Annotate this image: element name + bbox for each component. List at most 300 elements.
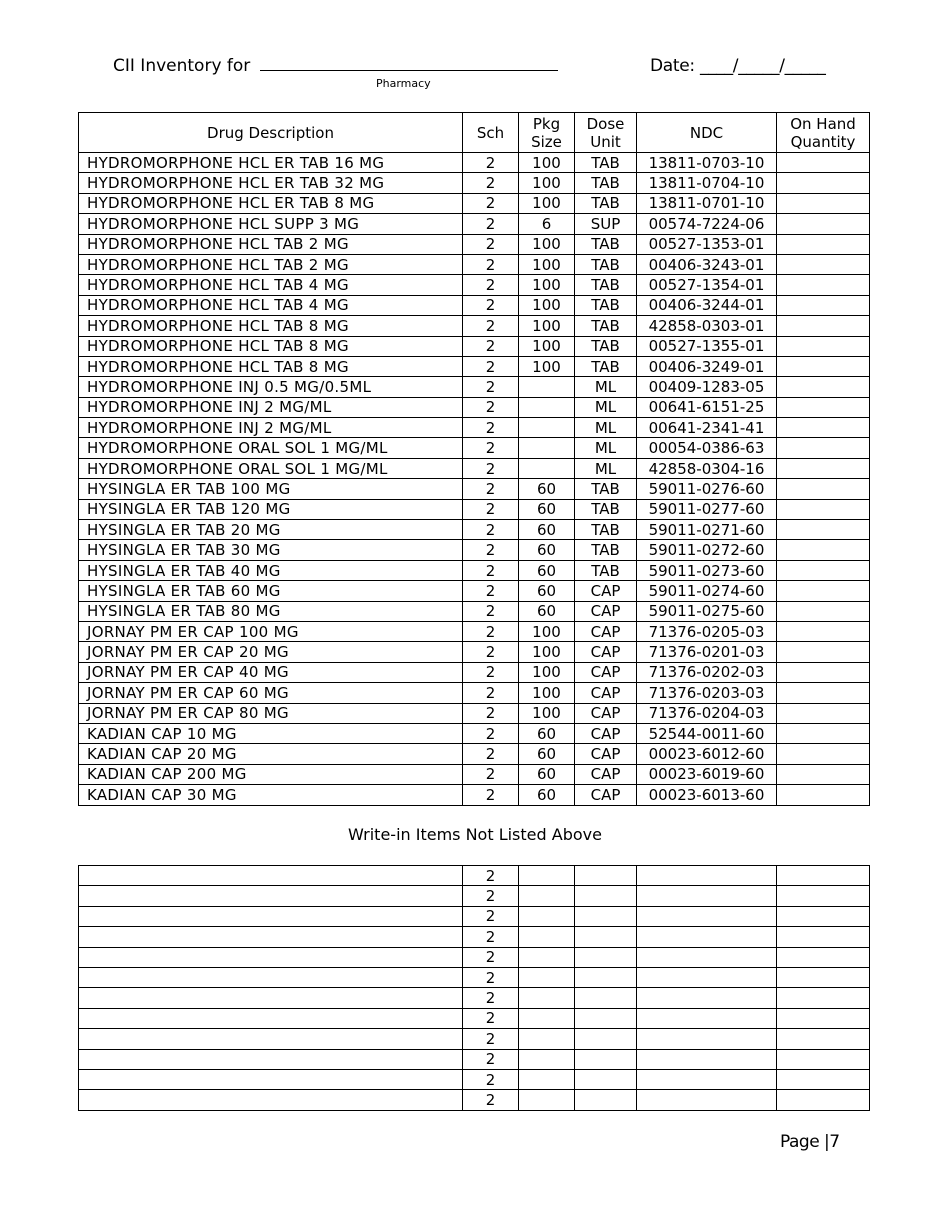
on-hand-quantity-cell[interactable]	[777, 683, 870, 703]
dose-unit-cell: TAB	[575, 295, 637, 315]
ndc-cell: 00641-2341-41	[637, 418, 777, 438]
page-number: Page |7	[780, 1132, 840, 1152]
on-hand-quantity-cell[interactable]	[777, 560, 870, 580]
on-hand-quantity-cell[interactable]	[777, 397, 870, 417]
drug-description-cell[interactable]	[79, 866, 463, 886]
sch-cell: 2	[463, 785, 519, 805]
pkg-size-cell: 6	[519, 214, 575, 234]
pkg-size-cell: 100	[519, 356, 575, 376]
pkg-size-cell: 60	[519, 581, 575, 601]
ndc-cell: 00054-0386-63	[637, 438, 777, 458]
dose-unit-cell: TAB	[575, 254, 637, 274]
ndc-cell[interactable]	[637, 906, 777, 926]
sch-cell: 2	[463, 744, 519, 764]
sch-cell: 2	[463, 703, 519, 723]
drug-description-cell[interactable]	[79, 1069, 463, 1089]
sch-cell: 2	[463, 173, 519, 193]
dose-unit-cell: CAP	[575, 621, 637, 641]
table-row	[79, 214, 870, 234]
ndc-cell[interactable]	[637, 947, 777, 967]
writein-row	[79, 1029, 870, 1049]
pharmacy-label: Pharmacy	[376, 77, 431, 90]
pharmacy-name-field[interactable]	[260, 56, 558, 71]
table-row	[79, 621, 870, 641]
sch-cell: 2	[463, 1049, 519, 1069]
table-row	[79, 520, 870, 540]
sch-cell: 2	[463, 214, 519, 234]
ndc-cell[interactable]	[637, 1029, 777, 1049]
drug-description-cell: HYDROMORPHONE HCL SUPP 3 MG	[79, 214, 463, 234]
table-row	[79, 316, 870, 336]
table-row	[79, 560, 870, 580]
ndc-cell: 71376-0203-03	[637, 683, 777, 703]
table-row	[79, 662, 870, 682]
pkg-size-cell[interactable]	[519, 1069, 575, 1089]
on-hand-quantity-cell[interactable]	[777, 703, 870, 723]
ndc-cell[interactable]	[637, 886, 777, 906]
on-hand-quantity-cell[interactable]	[777, 316, 870, 336]
dose-unit-cell: CAP	[575, 642, 637, 662]
dose-unit-cell: TAB	[575, 173, 637, 193]
dose-unit-cell: TAB	[575, 234, 637, 254]
dose-unit-cell[interactable]	[575, 1069, 637, 1089]
sch-cell: 2	[463, 418, 519, 438]
on-hand-quantity-cell[interactable]	[777, 458, 870, 478]
ndc-cell: 59011-0271-60	[637, 520, 777, 540]
table-row	[79, 336, 870, 356]
dose-unit-cell[interactable]	[575, 886, 637, 906]
pkg-size-cell: 100	[519, 336, 575, 356]
writein-row	[79, 1008, 870, 1028]
on-hand-quantity-cell[interactable]	[777, 1090, 870, 1110]
sch-cell: 2	[463, 438, 519, 458]
on-hand-quantity-cell[interactable]	[777, 662, 870, 682]
table-header-row	[79, 113, 870, 153]
on-hand-quantity-cell[interactable]	[777, 153, 870, 173]
on-hand-quantity-cell[interactable]	[777, 275, 870, 295]
pkg-size-cell: 60	[519, 601, 575, 621]
dose-unit-cell: CAP	[575, 581, 637, 601]
dose-unit-cell[interactable]	[575, 1090, 637, 1110]
drug-description-cell[interactable]	[79, 1029, 463, 1049]
drug-description-cell: HYSINGLA ER TAB 40 MG	[79, 560, 463, 580]
on-hand-quantity-cell[interactable]	[777, 621, 870, 641]
pkg-size-cell	[519, 438, 575, 458]
drug-description-cell[interactable]	[79, 967, 463, 987]
ndc-cell[interactable]	[637, 988, 777, 1008]
drug-description-cell: JORNAY PM ER CAP 100 MG	[79, 621, 463, 641]
pkg-size-cell: 100	[519, 173, 575, 193]
pkg-size-cell: 60	[519, 540, 575, 560]
pkg-size-cell	[519, 418, 575, 438]
sch-cell: 2	[463, 662, 519, 682]
inventory-title-text: CII Inventory for	[113, 56, 251, 76]
dose-unit-cell: CAP	[575, 703, 637, 723]
on-hand-quantity-cell[interactable]	[777, 295, 870, 315]
on-hand-quantity-cell[interactable]	[777, 866, 870, 886]
dose-unit-cell: TAB	[575, 560, 637, 580]
ndc-cell[interactable]	[637, 1090, 777, 1110]
pkg-size-cell[interactable]	[519, 1029, 575, 1049]
table-row	[79, 356, 870, 376]
writein-row	[79, 947, 870, 967]
pkg-size-cell[interactable]	[519, 927, 575, 947]
table-row	[79, 683, 870, 703]
drug-description-cell: HYDROMORPHONE ORAL SOL 1 MG/ML	[79, 458, 463, 478]
ndc-cell: 71376-0202-03	[637, 662, 777, 682]
pkg-size-cell[interactable]	[519, 947, 575, 967]
writein-row	[79, 927, 870, 947]
ndc-cell[interactable]	[637, 1049, 777, 1069]
ndc-cell: 42858-0304-16	[637, 458, 777, 478]
on-hand-quantity-cell[interactable]	[777, 520, 870, 540]
table-row	[79, 723, 870, 743]
drug-description-cell: KADIAN CAP 20 MG	[79, 744, 463, 764]
dose-unit-cell[interactable]	[575, 967, 637, 987]
dose-unit-cell[interactable]	[575, 1049, 637, 1069]
ndc-cell: 00023-6012-60	[637, 744, 777, 764]
dose-unit-cell: TAB	[575, 193, 637, 213]
ndc-cell: 13811-0701-10	[637, 193, 777, 213]
sch-cell: 2	[463, 642, 519, 662]
ndc-cell: 71376-0201-03	[637, 642, 777, 662]
ndc-cell: 42858-0303-01	[637, 316, 777, 336]
pkg-size-cell[interactable]	[519, 866, 575, 886]
pkg-size-cell	[519, 458, 575, 478]
ndc-cell: 00406-3249-01	[637, 356, 777, 376]
on-hand-quantity-cell[interactable]	[777, 642, 870, 662]
dose-unit-cell[interactable]	[575, 988, 637, 1008]
drug-description-cell: HYSINGLA ER TAB 20 MG	[79, 520, 463, 540]
pkg-size-cell: 100	[519, 234, 575, 254]
on-hand-quantity-cell[interactable]	[777, 988, 870, 1008]
pkg-size-cell: 100	[519, 275, 575, 295]
on-hand-quantity-cell[interactable]	[777, 479, 870, 499]
sch-cell: 2	[463, 316, 519, 336]
pkg-size-cell: 100	[519, 703, 575, 723]
pkg-size-cell: 60	[519, 479, 575, 499]
drug-description-cell[interactable]	[79, 947, 463, 967]
sch-cell: 2	[463, 927, 519, 947]
dose-unit-cell[interactable]	[575, 906, 637, 926]
table-row	[79, 479, 870, 499]
table-row	[79, 581, 870, 601]
pkg-size-cell: 60	[519, 764, 575, 784]
ndc-cell: 52544-0011-60	[637, 723, 777, 743]
drug-description-cell[interactable]	[79, 1090, 463, 1110]
sch-cell: 2	[463, 275, 519, 295]
pkg-size-cell: 100	[519, 642, 575, 662]
drug-description-cell[interactable]	[79, 927, 463, 947]
col-pkg-size: Pkg Size	[519, 113, 575, 153]
pkg-size-cell: 100	[519, 153, 575, 173]
table-row	[79, 540, 870, 560]
dose-unit-cell: CAP	[575, 785, 637, 805]
dose-unit-cell: CAP	[575, 723, 637, 743]
dose-unit-cell: TAB	[575, 356, 637, 376]
pkg-size-cell: 100	[519, 621, 575, 641]
drug-description-cell[interactable]	[79, 1049, 463, 1069]
ndc-cell[interactable]	[637, 927, 777, 947]
drug-description-cell: HYDROMORPHONE HCL TAB 8 MG	[79, 336, 463, 356]
ndc-cell[interactable]	[637, 1069, 777, 1089]
pkg-size-cell[interactable]	[519, 886, 575, 906]
pkg-size-cell: 100	[519, 193, 575, 213]
drug-description-cell: HYSINGLA ER TAB 80 MG	[79, 601, 463, 621]
sch-cell: 2	[463, 254, 519, 274]
on-hand-quantity-cell[interactable]	[777, 1049, 870, 1069]
ndc-cell: 59011-0274-60	[637, 581, 777, 601]
drug-description-cell: HYDROMORPHONE HCL ER TAB 32 MG	[79, 173, 463, 193]
on-hand-quantity-cell[interactable]	[777, 886, 870, 906]
ndc-cell: 59011-0277-60	[637, 499, 777, 519]
drug-description-cell: JORNAY PM ER CAP 40 MG	[79, 662, 463, 682]
drug-description-cell: HYSINGLA ER TAB 100 MG	[79, 479, 463, 499]
pkg-size-cell	[519, 397, 575, 417]
drug-description-cell: HYDROMORPHONE HCL ER TAB 8 MG	[79, 193, 463, 213]
dose-unit-cell: TAB	[575, 499, 637, 519]
sch-cell: 2	[463, 520, 519, 540]
pkg-size-cell: 100	[519, 316, 575, 336]
drug-description-cell: HYDROMORPHONE HCL TAB 8 MG	[79, 356, 463, 376]
table-row	[79, 458, 870, 478]
drug-description-cell: KADIAN CAP 200 MG	[79, 764, 463, 784]
on-hand-quantity-cell[interactable]	[777, 581, 870, 601]
sch-cell: 2	[463, 153, 519, 173]
col-on-hand-quantity: On Hand Quantity	[777, 113, 870, 153]
ndc-cell: 59011-0276-60	[637, 479, 777, 499]
dose-unit-cell: ML	[575, 377, 637, 397]
dose-unit-cell: ML	[575, 397, 637, 417]
table-row	[79, 173, 870, 193]
sch-cell: 2	[463, 479, 519, 499]
drug-description-cell: HYSINGLA ER TAB 120 MG	[79, 499, 463, 519]
ndc-cell[interactable]	[637, 967, 777, 987]
table-row	[79, 438, 870, 458]
drug-description-cell: HYDROMORPHONE HCL ER TAB 16 MG	[79, 153, 463, 173]
drug-description-cell: HYDROMORPHONE HCL TAB 4 MG	[79, 275, 463, 295]
ndc-cell[interactable]	[637, 866, 777, 886]
ndc-cell: 13811-0704-10	[637, 173, 777, 193]
dose-unit-cell: TAB	[575, 479, 637, 499]
drug-description-cell: HYDROMORPHONE INJ 0.5 MG/0.5ML	[79, 377, 463, 397]
table-row	[79, 254, 870, 274]
drug-description-cell[interactable]	[79, 988, 463, 1008]
sch-cell: 2	[463, 866, 519, 886]
on-hand-quantity-cell[interactable]	[777, 723, 870, 743]
on-hand-quantity-cell[interactable]	[777, 418, 870, 438]
drug-description-cell: HYDROMORPHONE HCL TAB 2 MG	[79, 254, 463, 274]
dose-unit-cell: ML	[575, 418, 637, 438]
sch-cell: 2	[463, 1029, 519, 1049]
dose-unit-cell: CAP	[575, 744, 637, 764]
sch-cell: 2	[463, 621, 519, 641]
dose-unit-cell[interactable]	[575, 927, 637, 947]
drug-description-cell: HYDROMORPHONE ORAL SOL 1 MG/ML	[79, 438, 463, 458]
table-row	[79, 764, 870, 784]
sch-cell: 2	[463, 1069, 519, 1089]
pkg-size-cell[interactable]	[519, 1008, 575, 1028]
dose-unit-cell: CAP	[575, 662, 637, 682]
drug-description-cell: HYDROMORPHONE INJ 2 MG/ML	[79, 397, 463, 417]
pkg-size-cell: 60	[519, 560, 575, 580]
ndc-cell: 00527-1354-01	[637, 275, 777, 295]
dose-unit-cell: TAB	[575, 275, 637, 295]
dose-unit-cell: ML	[575, 458, 637, 478]
sch-cell: 2	[463, 295, 519, 315]
ndc-cell: 00023-6013-60	[637, 785, 777, 805]
on-hand-quantity-cell[interactable]	[777, 927, 870, 947]
on-hand-quantity-cell[interactable]	[777, 377, 870, 397]
on-hand-quantity-cell[interactable]	[777, 947, 870, 967]
pkg-size-cell[interactable]	[519, 1090, 575, 1110]
writein-row	[79, 906, 870, 926]
drug-description-cell: HYDROMORPHONE HCL TAB 8 MG	[79, 316, 463, 336]
on-hand-quantity-cell[interactable]	[777, 1029, 870, 1049]
table-row	[79, 193, 870, 213]
dose-unit-cell[interactable]	[575, 1029, 637, 1049]
pkg-size-cell[interactable]	[519, 1049, 575, 1069]
pkg-size-cell: 60	[519, 785, 575, 805]
on-hand-quantity-cell[interactable]	[777, 173, 870, 193]
sch-cell: 2	[463, 581, 519, 601]
on-hand-quantity-cell[interactable]	[777, 967, 870, 987]
sch-cell: 2	[463, 397, 519, 417]
on-hand-quantity-cell[interactable]	[777, 1008, 870, 1028]
on-hand-quantity-cell[interactable]	[777, 254, 870, 274]
table-row	[79, 275, 870, 295]
ndc-cell: 00527-1355-01	[637, 336, 777, 356]
ndc-cell: 00641-6151-25	[637, 397, 777, 417]
sch-cell: 2	[463, 906, 519, 926]
drug-description-cell: JORNAY PM ER CAP 20 MG	[79, 642, 463, 662]
dose-unit-cell: SUP	[575, 214, 637, 234]
sch-cell: 2	[463, 499, 519, 519]
pkg-size-cell: 60	[519, 744, 575, 764]
sch-cell: 2	[463, 377, 519, 397]
sch-cell: 2	[463, 193, 519, 213]
on-hand-quantity-cell[interactable]	[777, 193, 870, 213]
drug-description-cell[interactable]	[79, 906, 463, 926]
drug-description-cell[interactable]	[79, 1008, 463, 1028]
ndc-cell: 59011-0275-60	[637, 601, 777, 621]
dose-unit-cell[interactable]	[575, 866, 637, 886]
table-row	[79, 642, 870, 662]
table-row	[79, 703, 870, 723]
sch-cell: 2	[463, 458, 519, 478]
sch-cell: 2	[463, 947, 519, 967]
dose-unit-cell: TAB	[575, 540, 637, 560]
pkg-size-cell[interactable]	[519, 967, 575, 987]
col-sch: Sch	[463, 113, 519, 153]
writein-row	[79, 1069, 870, 1089]
table-row	[79, 377, 870, 397]
on-hand-quantity-cell[interactable]	[777, 764, 870, 784]
dose-unit-cell[interactable]	[575, 947, 637, 967]
writein-row	[79, 1049, 870, 1069]
on-hand-quantity-cell[interactable]	[777, 1069, 870, 1089]
drug-description-cell: JORNAY PM ER CAP 80 MG	[79, 703, 463, 723]
drug-description-cell: HYDROMORPHONE HCL TAB 4 MG	[79, 295, 463, 315]
pkg-size-cell: 100	[519, 254, 575, 274]
dose-unit-cell: ML	[575, 438, 637, 458]
sch-cell: 2	[463, 988, 519, 1008]
sch-cell: 2	[463, 967, 519, 987]
on-hand-quantity-cell[interactable]	[777, 906, 870, 926]
ndc-cell: 00574-7224-06	[637, 214, 777, 234]
ndc-cell: 00023-6019-60	[637, 764, 777, 784]
on-hand-quantity-cell[interactable]	[777, 601, 870, 621]
writein-row	[79, 988, 870, 1008]
col-ndc: NDC	[637, 113, 777, 153]
writein-row	[79, 1090, 870, 1110]
sch-cell: 2	[463, 560, 519, 580]
on-hand-quantity-cell[interactable]	[777, 499, 870, 519]
writein-row	[79, 866, 870, 886]
sch-cell: 2	[463, 1090, 519, 1110]
on-hand-quantity-cell[interactable]	[777, 356, 870, 376]
ndc-cell: 13811-0703-10	[637, 153, 777, 173]
ndc-cell: 59011-0273-60	[637, 560, 777, 580]
ndc-cell: 71376-0204-03	[637, 703, 777, 723]
on-hand-quantity-cell[interactable]	[777, 234, 870, 254]
sch-cell: 2	[463, 723, 519, 743]
pkg-size-cell[interactable]	[519, 988, 575, 1008]
ndc-cell: 71376-0205-03	[637, 621, 777, 641]
sch-cell: 2	[463, 336, 519, 356]
on-hand-quantity-cell[interactable]	[777, 540, 870, 560]
ndc-cell: 00406-3244-01	[637, 295, 777, 315]
table-row	[79, 499, 870, 519]
writein-title: Write-in Items Not Listed Above	[348, 825, 602, 844]
sch-cell: 2	[463, 601, 519, 621]
drug-description-cell: HYDROMORPHONE INJ 2 MG/ML	[79, 418, 463, 438]
table-row	[79, 234, 870, 254]
on-hand-quantity-cell[interactable]	[777, 744, 870, 764]
pkg-size-cell: 100	[519, 662, 575, 682]
dose-unit-cell[interactable]	[575, 1008, 637, 1028]
ndc-cell: 00527-1353-01	[637, 234, 777, 254]
drug-description-cell[interactable]	[79, 886, 463, 906]
pkg-size-cell: 60	[519, 723, 575, 743]
sch-cell: 2	[463, 683, 519, 703]
table-row	[79, 295, 870, 315]
table-row	[79, 153, 870, 173]
on-hand-quantity-cell[interactable]	[777, 438, 870, 458]
on-hand-quantity-cell[interactable]	[777, 336, 870, 356]
pkg-size-cell[interactable]	[519, 906, 575, 926]
inventory-table	[78, 112, 870, 806]
dose-unit-cell: CAP	[575, 601, 637, 621]
drug-description-cell: JORNAY PM ER CAP 60 MG	[79, 683, 463, 703]
sch-cell: 2	[463, 886, 519, 906]
dose-unit-cell: CAP	[575, 764, 637, 784]
pkg-size-cell	[519, 377, 575, 397]
inventory-title	[113, 56, 558, 76]
ndc-cell[interactable]	[637, 1008, 777, 1028]
on-hand-quantity-cell[interactable]	[777, 214, 870, 234]
drug-description-cell: HYDROMORPHONE HCL TAB 2 MG	[79, 234, 463, 254]
drug-description-cell: HYSINGLA ER TAB 30 MG	[79, 540, 463, 560]
table-row	[79, 744, 870, 764]
sch-cell: 2	[463, 356, 519, 376]
on-hand-quantity-cell[interactable]	[777, 785, 870, 805]
drug-description-cell: HYSINGLA ER TAB 60 MG	[79, 581, 463, 601]
drug-description-cell: KADIAN CAP 30 MG	[79, 785, 463, 805]
date-field[interactable]: Date: ____/_____/_____	[650, 56, 826, 76]
writein-table	[78, 865, 870, 1111]
pkg-size-cell: 100	[519, 683, 575, 703]
